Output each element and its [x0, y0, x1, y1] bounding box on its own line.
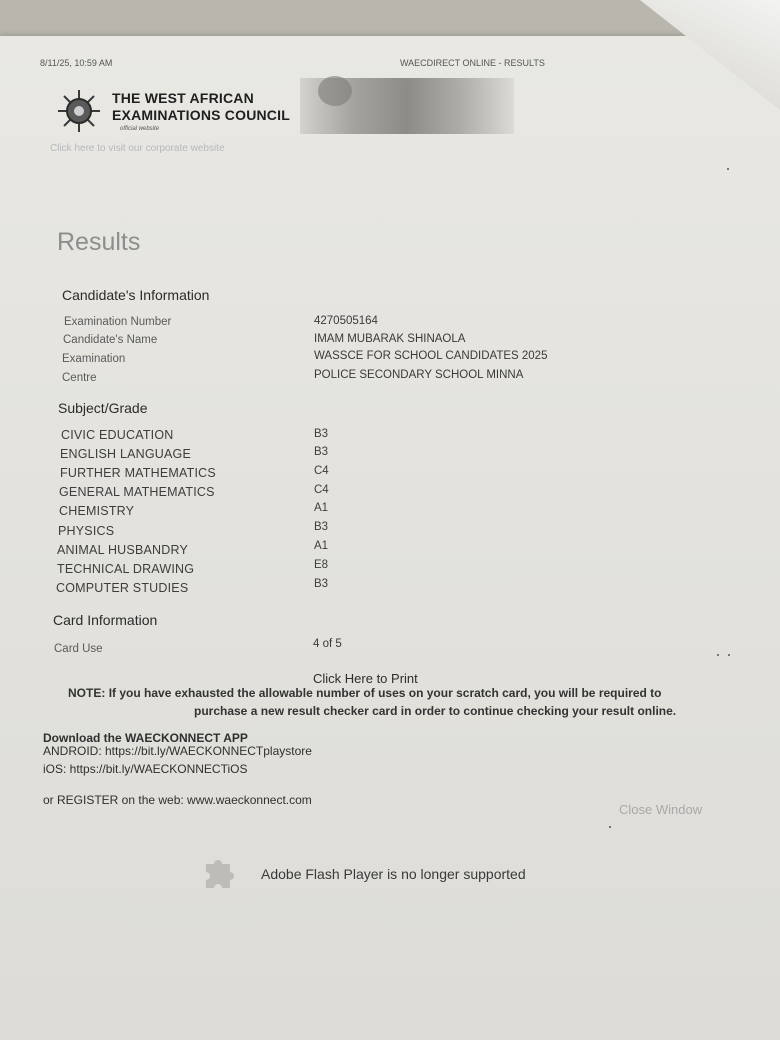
note-line-2: purchase a new result checker card in order to continue checking your result online. [194, 704, 677, 718]
subject-name: ENGLISH LANGUAGE [60, 447, 192, 461]
subject-grade: B3 [314, 446, 329, 458]
corporate-website-link[interactable]: Click here to visit our corporate website [50, 143, 225, 154]
card-info-heading: Card Information [53, 612, 158, 628]
org-tagline: official website [120, 126, 160, 132]
examination-value: WASSCE FOR SCHOOL CANDIDATES 2025 [314, 350, 548, 362]
subject-name: CHEMISTRY [59, 504, 135, 518]
subject-name: TECHNICAL DRAWING [57, 562, 195, 576]
centre-label: Centre [62, 372, 97, 384]
subject-name: COMPUTER STUDIES [56, 581, 189, 595]
subject-name: PHYSICS [58, 524, 115, 538]
paper-speck [728, 654, 730, 656]
exam-number-label: Examination Number [64, 316, 172, 328]
subject-grade-heading: Subject/Grade [58, 400, 148, 416]
card-use-value: 4 of 5 [313, 638, 342, 650]
subject-grade: C4 [314, 465, 329, 477]
printed-page [0, 36, 780, 1040]
android-app-link[interactable]: ANDROID: https://bit.ly/WAECKONNECTplaystore [43, 744, 312, 758]
examination-label: Examination [62, 353, 126, 365]
waec-emblem-icon [56, 88, 102, 134]
candidate-info-heading: Candidate's Information [62, 287, 210, 303]
paper-speck [609, 826, 611, 828]
org-name-line-1: THE WEST AFRICAN [112, 90, 254, 106]
org-name [112, 90, 290, 124]
subject-grade: B3 [314, 578, 329, 590]
ios-app-link[interactable]: iOS: https://bit.ly/WAECKONNECTiOS [43, 762, 248, 776]
note-text-1: If you have exhausted the allowable number of uses on your scratch card, you will be required to [108, 686, 662, 700]
page-title: Results [57, 228, 141, 256]
subject-name: ANIMAL HUSBANDRY [57, 543, 189, 557]
candidate-name-value: IMAM MUBARAK SHINAOLA [314, 333, 466, 345]
subject-grade: C4 [314, 484, 329, 496]
banner-figure [318, 76, 352, 106]
print-timestamp: 8/11/25, 10:59 AM [40, 58, 113, 68]
flash-unsupported-message: Adobe Flash Player is no longer supported [261, 866, 526, 882]
subject-grade: A1 [314, 502, 329, 514]
close-window-button[interactable]: Close Window [619, 802, 703, 817]
card-use-label: Card Use [54, 643, 103, 655]
exam-number-value: 4270505164 [314, 315, 378, 327]
app-download-title: Download the WAECKONNECT APP [43, 731, 248, 745]
register-web-link[interactable]: or REGISTER on the web: www.waeckonnect.com [43, 793, 312, 807]
org-name-line-2: EXAMINATIONS COUNCIL [112, 107, 290, 123]
candidate-name-label: Candidate's Name [63, 334, 158, 346]
subject-grade: B3 [314, 521, 329, 533]
paper-speck [717, 654, 719, 656]
subject-grade: A1 [314, 540, 329, 552]
centre-value: POLICE SECONDARY SCHOOL MINNA [314, 369, 524, 381]
print-link[interactable]: Click Here to Print [313, 671, 418, 686]
subject-name: FURTHER MATHEMATICS [60, 466, 216, 480]
subject-grade: B3 [314, 428, 329, 440]
note-line-1 [68, 686, 661, 700]
note-prefix: NOTE: [68, 686, 106, 700]
subject-name: CIVIC EDUCATION [61, 428, 174, 442]
subject-grade: E8 [314, 559, 329, 571]
paper-speck [727, 168, 729, 170]
print-page-title: WAECDIRECT ONLINE - RESULTS [400, 58, 545, 68]
subject-name: GENERAL MATHEMATICS [59, 485, 215, 499]
puzzle-plugin-icon [196, 852, 242, 898]
